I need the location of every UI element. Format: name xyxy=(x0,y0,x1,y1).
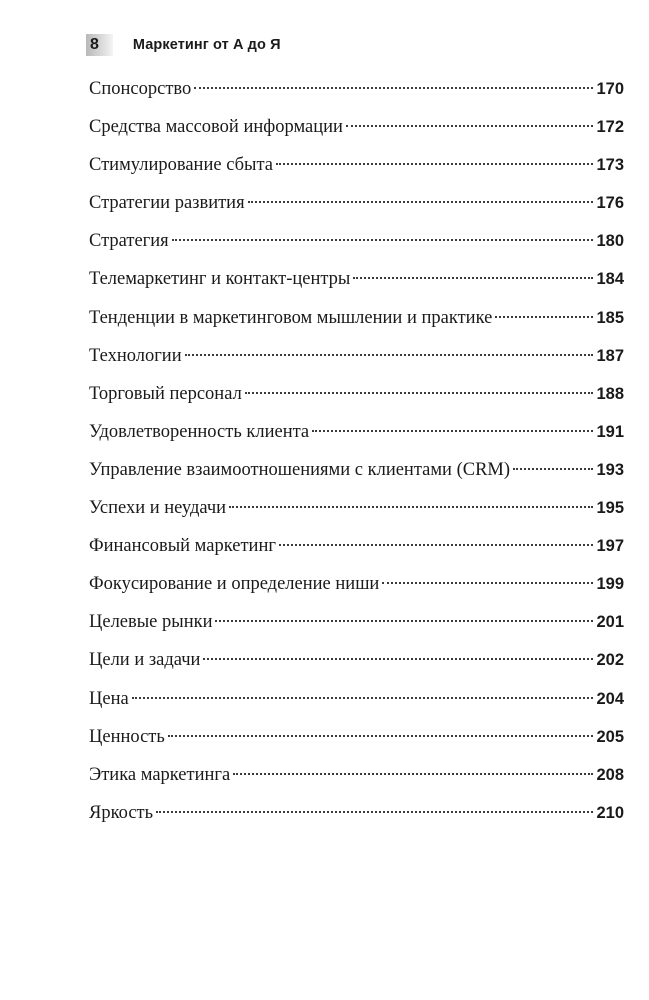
toc-entry xyxy=(89,641,624,679)
running-title: Маркетинг от А до Я xyxy=(132,37,281,53)
toc-entry-title: Средства массовой информации xyxy=(89,117,343,138)
toc-entry-page: 170 xyxy=(596,80,624,98)
toc-entry-title: Тенденции в маркетинговом мышлении и практике xyxy=(89,307,493,328)
table-of-contents xyxy=(89,70,624,832)
toc-entry xyxy=(89,222,624,260)
toc-entry-title: Фокусирование и определение ниши xyxy=(89,574,380,595)
toc-entry-title: Стимулирование сбыта xyxy=(89,155,273,176)
dot-leader xyxy=(233,773,593,775)
toc-entry xyxy=(89,603,624,641)
dot-leader xyxy=(276,163,593,165)
dot-leader xyxy=(279,544,594,546)
dot-leader xyxy=(203,658,593,660)
toc-entry-page: 208 xyxy=(596,765,624,784)
toc-entry xyxy=(89,184,624,222)
toc-entry-title: Спонсорство xyxy=(89,79,192,99)
toc-entry-page: 176 xyxy=(596,194,624,213)
toc-entry xyxy=(89,527,624,565)
toc-entry-page: 188 xyxy=(596,384,624,403)
toc-entry-page: 184 xyxy=(596,270,624,289)
toc-entry-title: Этика маркетинга xyxy=(89,764,231,785)
toc-entry-title: Целевые рынки xyxy=(89,612,213,633)
toc-entry-title: Телемаркетинг и контакт-центры xyxy=(89,269,351,290)
dot-leader xyxy=(353,277,593,279)
toc-entry-title: Цена xyxy=(89,688,129,709)
toc-entry-page: 195 xyxy=(596,499,624,518)
dot-leader xyxy=(312,430,593,432)
toc-entry-page: 199 xyxy=(596,575,624,594)
toc-entry-page: 185 xyxy=(596,308,624,327)
dot-leader xyxy=(346,125,594,127)
toc-entry-title: Успехи и неудачи xyxy=(89,498,227,519)
toc-entry xyxy=(89,565,624,603)
toc-entry-title: Технологии xyxy=(89,345,182,366)
dot-leader xyxy=(215,620,593,622)
toc-entry xyxy=(89,337,624,375)
toc-entry xyxy=(89,413,624,451)
toc-entry-page: 180 xyxy=(596,232,624,251)
toc-entry-page: 210 xyxy=(596,803,624,822)
dot-leader xyxy=(495,316,593,318)
toc-entry-page: 173 xyxy=(596,156,624,175)
toc-entry xyxy=(89,489,624,527)
toc-entry xyxy=(89,108,624,146)
toc-entry-page: 205 xyxy=(596,727,624,746)
dot-leader xyxy=(185,354,594,356)
dot-leader xyxy=(132,697,594,699)
page-header xyxy=(86,34,281,56)
dot-leader xyxy=(229,506,593,508)
toc-entry-title: Управление взаимоотношениями с клиентами (CRM) xyxy=(89,459,511,480)
toc-entry-page: 197 xyxy=(596,537,624,556)
toc-entry xyxy=(89,299,624,337)
toc-entry-title: Удовлетворенность клиента xyxy=(89,421,310,442)
toc-entry-page: 187 xyxy=(596,346,624,365)
dot-leader xyxy=(513,468,593,470)
dot-leader xyxy=(245,392,594,394)
toc-entry xyxy=(89,375,624,413)
dot-leader xyxy=(194,87,593,89)
dot-leader xyxy=(168,735,594,737)
page-number: 8 xyxy=(86,34,113,56)
toc-entry xyxy=(89,260,624,298)
toc-entry-title: Яркость xyxy=(89,802,154,823)
toc-entry xyxy=(89,718,624,756)
dot-leader xyxy=(248,201,594,203)
toc-entry-title: Ценность xyxy=(89,726,165,747)
toc-entry xyxy=(89,756,624,794)
toc-entry-page: 172 xyxy=(596,118,624,137)
toc-entry-title: Стратегия xyxy=(89,231,169,252)
toc-entry-page: 202 xyxy=(596,651,624,670)
toc-entry-page: 193 xyxy=(596,460,624,479)
toc-entry xyxy=(89,680,624,718)
toc-entry-page: 204 xyxy=(596,689,624,708)
toc-entry-page: 191 xyxy=(596,422,624,441)
dot-leader xyxy=(382,582,593,584)
toc-entry xyxy=(89,451,624,489)
toc-entry xyxy=(89,794,624,832)
dot-leader xyxy=(156,811,593,813)
toc-entry-title: Цели и задачи xyxy=(89,650,201,671)
toc-entry-title: Финансовый маркетинг xyxy=(89,536,276,557)
dot-leader xyxy=(172,239,594,241)
toc-entry xyxy=(89,146,624,184)
toc-entry-title: Стратегии развития xyxy=(89,193,245,214)
toc-entry-title: Торговый персонал xyxy=(89,383,242,404)
toc-entry-page: 201 xyxy=(596,613,624,632)
toc-entry xyxy=(89,70,624,108)
